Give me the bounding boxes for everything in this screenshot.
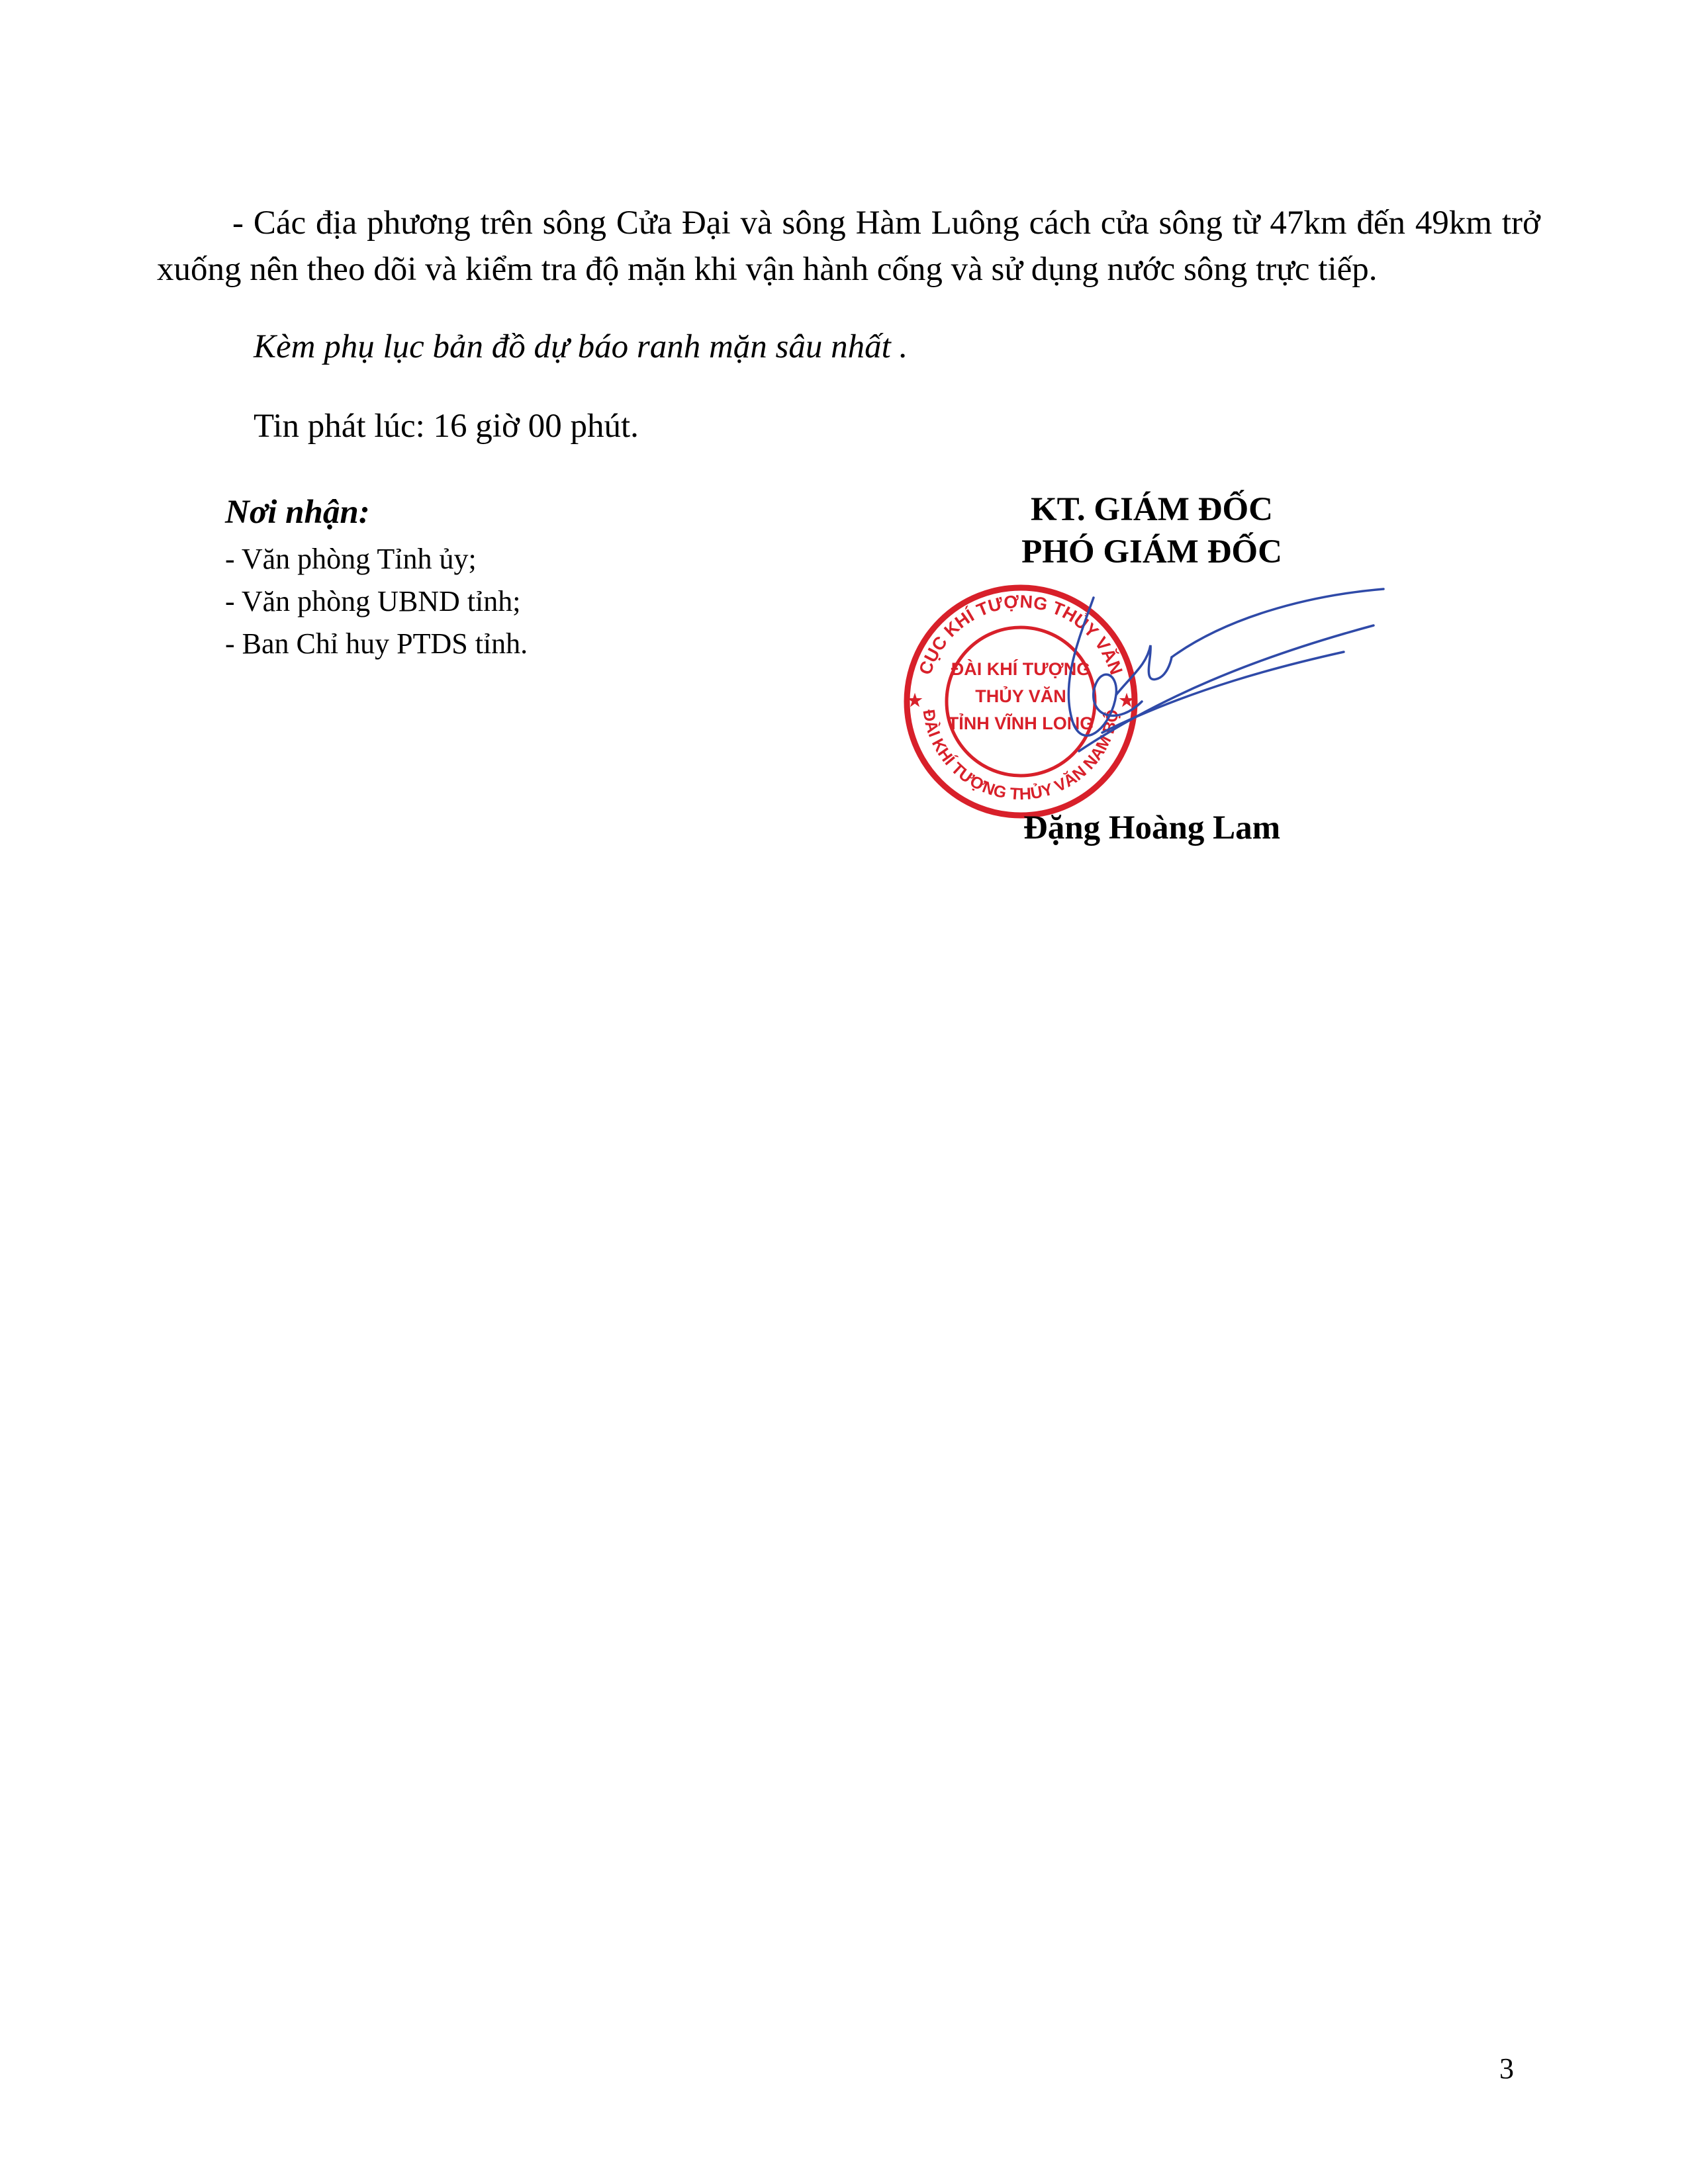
official-stamp-and-signature: [880, 559, 1397, 824]
stamp-star-right-icon: ★: [1119, 690, 1135, 710]
body-paragraph: [157, 200, 1540, 293]
stamp-inner-line1: ĐÀI KHÍ TƯỢNG: [951, 659, 1091, 679]
recipients-heading: Nơi nhận:: [225, 494, 370, 531]
issued-time: Tin phát lúc: 16 giờ 00 phút.: [254, 408, 639, 445]
recipient-item: - Văn phòng Tỉnh ủy;: [225, 543, 477, 575]
paragraph-text: - Các địa phương trên sông Cửa Đại và sông Hàm Luông cách cửa sông từ 47km đến 49km trở xuống nên theo dõi và kiểm tra độ mặn khi vận hành cống và sử dụng nước sông trực tiếp.: [157, 205, 1540, 288]
stamp-star-left-icon: ★: [907, 690, 923, 710]
recipient-item: - Ban Chỉ huy PTDS tỉnh.: [225, 627, 528, 660]
attachment-note: Kèm phụ lục bản đồ dự báo ranh mặn sâu nhất .: [254, 328, 908, 365]
page-number: 3: [1499, 2052, 1514, 2085]
recipients-block: [225, 493, 528, 665]
stamp-outer-text: CỤC KHÍ TƯỢNG THỦY VĂN: [915, 591, 1127, 678]
stamp-bottom-text: ĐÀI KHÍ TƯỢNG THỦY VĂN NAM BỘ: [919, 708, 1123, 804]
stamp-seal-icon: [880, 559, 1397, 824]
signature-title-line1: KT. GIÁM ĐỐC: [1031, 491, 1273, 528]
recipient-item: - Văn phòng UBND tỉnh;: [225, 585, 521, 617]
stamp-inner-line2: THỦY VĂN: [975, 686, 1066, 706]
stamp-inner-line3: TỈNH VĨNH LONG: [947, 713, 1094, 733]
signer-name: Đặng Hoàng Lam: [1023, 809, 1281, 846]
signature-title-line2: PHÓ GIÁM ĐỐC: [1021, 533, 1282, 570]
red-seal: [907, 588, 1135, 815]
